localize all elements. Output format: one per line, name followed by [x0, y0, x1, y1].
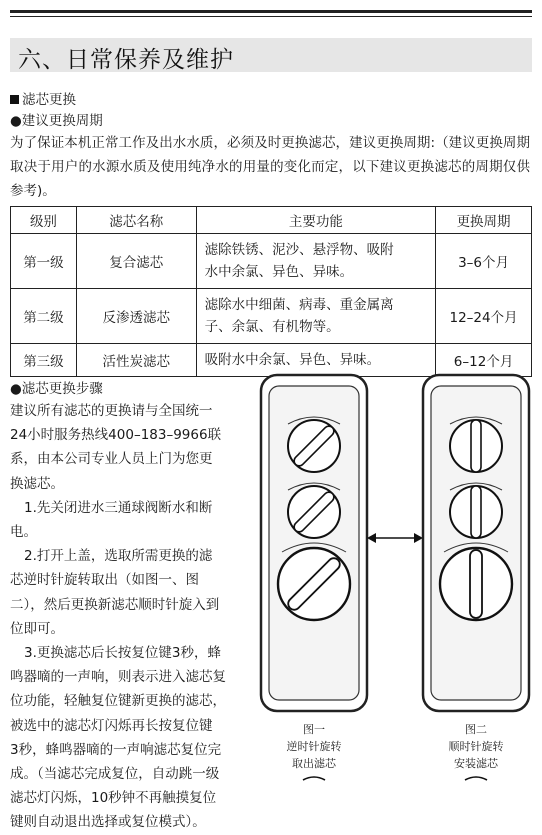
step-line: 位即可。 — [10, 620, 64, 637]
step-line: 被选中的滤芯灯闪烁再长按复位键 — [10, 717, 213, 734]
table-header-row — [11, 207, 532, 234]
section-heading: 六、日常保养及维护 — [18, 47, 234, 73]
filter-cap-3 — [440, 548, 512, 620]
figure-line: 取出滤芯 — [292, 757, 336, 770]
filter-housing-figure-2 — [420, 372, 532, 714]
figure-line: 安装滤芯 — [454, 757, 498, 770]
section-heading-band — [10, 38, 532, 72]
table-header: 级别 — [11, 207, 77, 234]
figure-label: 图二 — [465, 723, 487, 736]
step-line: 3.更换滤芯后长按复位键3秒，蜂 — [24, 645, 221, 662]
top-rule-thick — [10, 10, 532, 13]
step-line: 电。 — [10, 524, 37, 541]
figure-line: 逆时针旋转 — [286, 740, 342, 753]
func-line: 滤除水中细菌、病毒、重金属离 — [204, 297, 394, 313]
func-line: 水中余氯、异色、异味。 — [204, 264, 354, 280]
step-line: 系，由本公司专业人员上门为您更 — [10, 451, 213, 468]
table-header: 滤芯名称 — [76, 207, 196, 234]
bullet-replacement-cycle: ●建议更换周期 — [10, 113, 103, 129]
cell-level: 第二级 — [11, 289, 77, 344]
step-line: 1.先关闭进水三通球阀断水和断 — [24, 499, 213, 516]
filter-cap-2 — [288, 486, 340, 538]
subsection-title-text: 滤芯更换 — [22, 92, 76, 108]
step-line: 2.打开上盖，选取所需更换的滤 — [24, 548, 213, 565]
filter-cap-2 — [450, 486, 502, 538]
figure-2-caption — [421, 721, 531, 789]
double-arrow-icon — [367, 530, 423, 546]
step-line: 键则自动退出选择或复位模式）。 — [10, 814, 206, 831]
filter-cap-3 — [278, 548, 350, 620]
cell-period: 6–12个月 — [436, 344, 532, 377]
table-row — [11, 234, 532, 289]
cell-level: 第一级 — [11, 234, 77, 289]
step-line: 24小时服务热线400–183–9966联 — [10, 427, 222, 444]
cell-name: 反渗透滤芯 — [76, 289, 196, 344]
subsection-title — [10, 88, 76, 108]
func-line: 滤除铁锈、泥沙、悬浮物、吸附 — [204, 242, 394, 258]
cell-name: 活性炭滤芯 — [76, 344, 196, 377]
cell-function — [196, 289, 435, 344]
cw-rotate-icon — [463, 774, 489, 784]
func-line: 子、余氯、有机物等。 — [204, 319, 340, 335]
step-line: 滤芯灯闪烁，10秒钟不再触摸复位 — [10, 790, 217, 807]
figure-label: 图一 — [303, 723, 325, 736]
step-line: 换滤芯。 — [10, 475, 64, 492]
square-bullet-icon — [10, 95, 19, 104]
step-line: 成。（当滤芯完成复位，自动跳一级 — [10, 766, 220, 783]
figure-1-caption — [259, 721, 369, 789]
cell-period: 3–6个月 — [436, 234, 532, 289]
intro-paragraph: 为了保证本机正常工作及出水水质，必须及时更换滤芯，建议更换周期:（建议更换周期取决于用户的水源水质及使用纯净水的用量的变化而定，以下建议更换滤芯的周期仅供参考)。 — [10, 135, 530, 199]
cell-period: 12–24个月 — [436, 289, 532, 344]
step-line: 二），然后更换新滤芯顺时针旋入到 — [10, 596, 220, 613]
filter-table — [10, 206, 532, 377]
table-header: 更换周期 — [436, 207, 532, 234]
filter-cap-1 — [450, 420, 502, 472]
table-row — [11, 289, 532, 344]
cell-level: 第三级 — [11, 344, 77, 377]
step-line: 3秒，蜂鸣器嘀的一声响滤芯复位完 — [10, 741, 222, 758]
ccw-rotate-icon — [301, 774, 327, 784]
cell-name: 复合滤芯 — [76, 234, 196, 289]
table-header: 主要功能 — [196, 207, 435, 234]
cell-function — [196, 234, 435, 289]
filter-cap-1 — [288, 420, 340, 472]
bullet-replacement-steps: ●滤芯更换步骤 — [10, 381, 103, 397]
func-line: 吸附水中余氯、异色、异味。 — [204, 352, 381, 368]
steps-text — [10, 399, 248, 835]
filter-housing-figure-1 — [258, 372, 370, 714]
step-line: 鸣器嘀的一声响，则表示进入滤芯复 — [10, 669, 226, 686]
top-rule-thin — [10, 16, 532, 17]
step-line: 芯逆时针旋转取出（如图一、图 — [10, 572, 199, 589]
figure-line: 顺时针旋转 — [448, 740, 504, 753]
step-line: 建议所有滤芯的更换请与全国统一 — [10, 403, 213, 419]
step-line: 位功能，轻触复位键新更换的滤芯， — [10, 693, 226, 710]
